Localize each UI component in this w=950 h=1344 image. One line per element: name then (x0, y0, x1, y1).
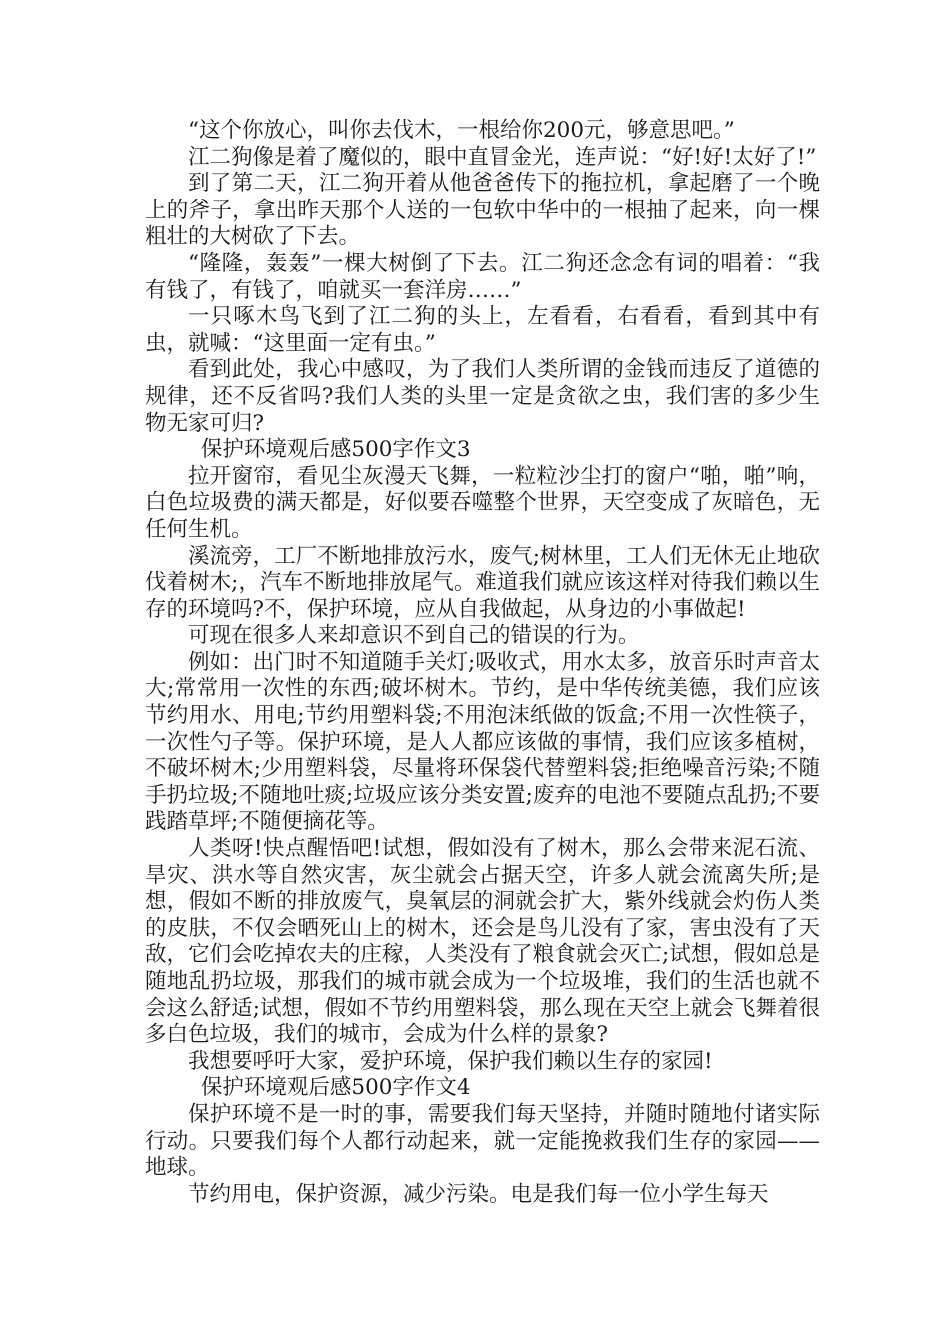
paragraph: 到了第二天，江二狗开着从他爸爸传下的拖拉机，拿起磨了一个晚上的斧子，拿出昨天那个人送的一包软中华中的一根抽了起来，向一棵粗壮的大树砍了下去。 (145, 171, 820, 250)
section-heading: 保护环境观后感500字作文3 (200, 437, 471, 463)
paragraph: 拉开窗帘，看见尘灰漫天飞舞，一粒粒沙尘打的窗户“啪，啪”响，白色垃圾费的满天都是，好似要吞噬整个世界，天空变成了灰暗色，无任何生机。 (145, 463, 820, 542)
section-heading: 保护环境观后感500字作文4 (200, 1075, 471, 1101)
paragraph: 保护环境不是一时的事，需要我们每天坚持，并随时随地付诸实际行动。只要我们每个人都行动起来，就一定能挽救我们生存的家园——地球。 (145, 1101, 820, 1181)
paragraph: 例如：出门时不知道随手关灯;吸收式，用水太多，放音乐时声音太大;常常用一次性的东西;破坏树木。节约，是中华传统美德，我们应该节约用水、用电;节约用塑料袋;不用泡沫纸做的饭盒;不用一次性筷子，一次性勺子等。保护环境，是人人都应该做的事情，我们应该多植树，不破坏树木;少用塑料袋，尽量将环保袋代替塑料袋;拒绝噪音污染;不随手扔垃圾;不随地吐痰;垃圾应该分类安置;废弃的电池不要随点乱扔;不要践踏草坪;不随便摘花等。 (145, 649, 820, 835)
paragraph: 节约用电，保护资源，减少污染。电是我们每一位小学生每天 (188, 1181, 769, 1207)
paragraph: “隆隆，轰轰”一棵大树倒了下去。江二狗还念念有词的唱着：“我有钱了，有钱了，咱就买一套洋房……” (145, 250, 820, 303)
paragraph: 可现在很多人来却意识不到自己的错误的行为。 (188, 623, 640, 649)
paragraph: 一只啄木鸟飞到了江二狗的头上，左看看，右看看，看到其中有虫，就喊：“这里面一定有虫。” (145, 304, 820, 356)
paragraph: “这个你放心，叫你去伐木，一根给你200元，够意思吧。” (188, 118, 735, 143)
paragraph: 人类呀!快点醒悟吧!试想，假如没有了树木，那么会带来泥石流、旱灾、洪水等自然灾害，灰尘就会占据天空，许多人就会流离失所;是想，假如不断的排放废气，臭氧层的洞就会扩大，紫外线就会灼伤人类的皮肤，不仅会晒死山上的树木，还会是鸟儿没有了家，害虫没有了天敌，它们会吃掉农夫的庄稼，人类没有了粮食就会灭亡;试想，假如总是随地乱扔垃圾，那我们的城市就会成为一个垃圾堆，我们的生活也就不会这么舒适;试想，假如不节约用塑料袋，那么现在天空上就会飞舞着很多白色垃圾，我们的城市，会成为什么样的景象? (145, 836, 820, 1048)
paragraph: 溪流旁，工厂不断地排放污水，废气;树林里，工人们无休无止地砍伐着树木;，汽车不断地排放尾气。难道我们就应该这样对待我们赖以生存的环境吗?不，保护环境，应从自我做起，从身边的小事做起! (145, 543, 820, 622)
paragraph: 江二狗像是着了魔似的，眼中直冒金光，连声说：“好!好!太好了!” (188, 144, 817, 170)
paragraph: 看到此处，我心中感叹，为了我们人类所谓的金钱而违反了道德的规律，还不反省吗?我们人类的头里一定是贪欲之虫，我们害的多少生物无家可归? (145, 357, 820, 436)
paragraph: 我想要呼吁大家，爱护环境，保护我们赖以生存的家园! (188, 1048, 713, 1074)
document-body (145, 118, 820, 1208)
